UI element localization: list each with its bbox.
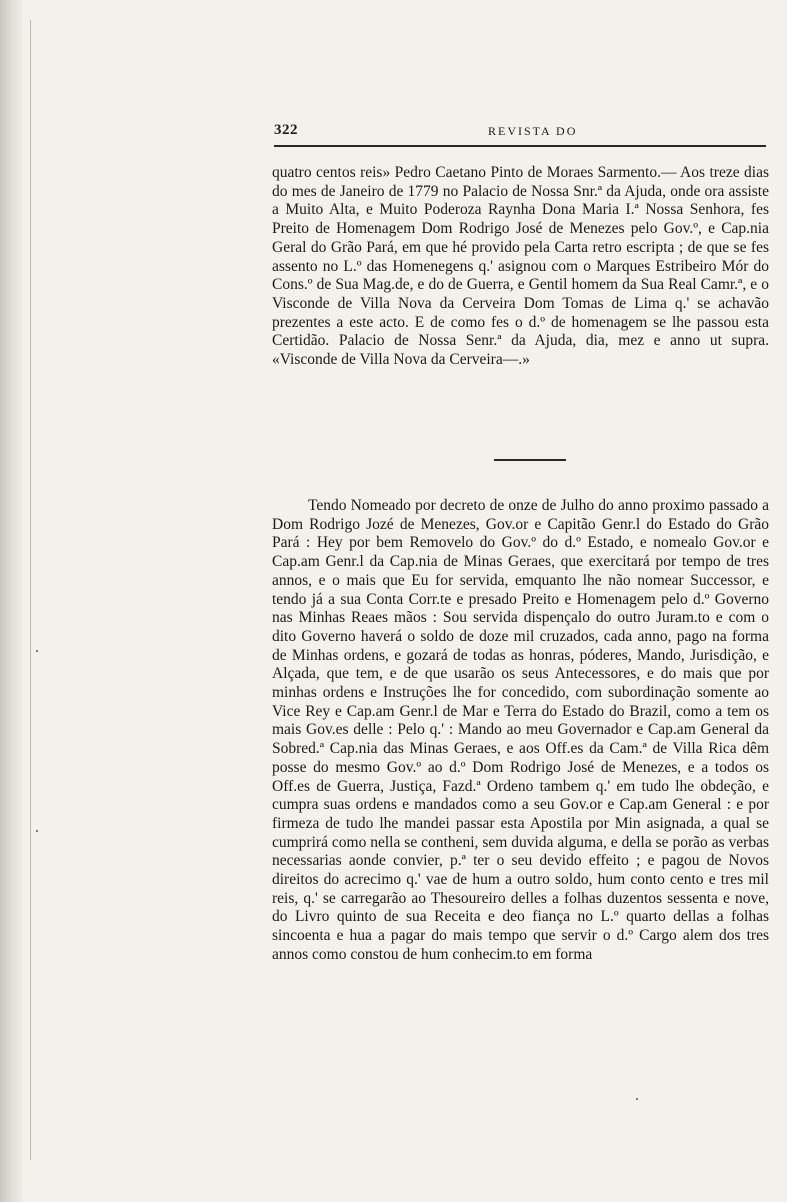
header-rule xyxy=(274,145,766,147)
text-block-decree xyxy=(272,497,769,965)
print-speck xyxy=(36,830,38,832)
print-speck xyxy=(636,1098,638,1100)
paragraph-certificate: quatro centos reis» Pedro Caetano Pinto de Moraes Sarmento.— Aos treze dias do mes de Janeiro de 1779 no Palacio de Nossa Snr.ª da Ajuda, onde ora assiste a Muito Alta, e Muito Poderoza Raynha Dona Maria I.ª Nossa Senhora, fes Preito de Homenagem Dom Rodrigo José de Menezes pelo Gov.º, e Cap.nia Geral do Grão Pará, em que hé provido pela Carta retro escripta ; de que se fes assento no L.º das Homenegens q.' asignou com o Marques Estribeiro Mór do Cons.º de Sua Mag.de, e do de Guerra, e Gentil homem da Sua Real Camr.ª, e o Visconde de Villa Nova da Cerveira Dom Tomas de Lima q.' se achavão prezentes a este acto. E de como fes o d.º de homenagem se lhe passou esta Certidão. Palacio de Nossa Senr.ª da Ajuda, dia, mez e anno ut supra. «Visconde de Villa Nova da Cerveira—.» xyxy=(272,164,769,369)
text-block-certificate xyxy=(272,164,769,370)
running-title: REVISTA DO xyxy=(488,124,578,138)
section-divider xyxy=(494,459,566,461)
page-number: 322 xyxy=(274,122,298,138)
page-header xyxy=(274,122,774,146)
paragraph-decree: Tendo Nomeado por decreto de onze de Julho do anno proximo passado a Dom Rodrigo Jozé de Menezes, Gov.or e Capitão Genr.l do Estado do Grão Pará : Hey por bem Removelo do Gov.º do d.º Estado, e nomealo Gov.or e Cap.am Genr.l da Cap.nia de Minas Geraes, que exercitará por tempo de tres annos, e o mais que Eu for servida, emquanto lhe não nomear Successor, e tendo já a sua Conta Corr.te e presado Preito e Homenagem pelo d.º Governo nas Minhas Reaes mãos : Sou servida dispençalo do outro Juram.to e com o dito Governo haverá o soldo de doze mil cruzados, cada anno, pago na forma de Minhas ordens, e gozará de todas as honras, póderes, Mando, Jurisdição, e Alçada, que tem, e de que usarão os seus Antecessores, e do mais que por minhas ordens e Instruções lhe for concedido, com subordinação somente ao Vice Rey e Cap.am Genr.l de Mar e Terra do Estado do Brazil, como a tem os mais Gov.es delle : Pelo q.' : Mando ao meu Governador e Cap.am General da Sobred.ª Cap.nia das Minas Geraes, e aos Off.es da Cam.ª de Villa Rica dêm posse do mesmo Gov.º ao d.º Dom Rodrigo José de Menezes, e a todos os Off.es de Guerra, Justiça, Fazd.ª Ordeno tambem q.' em tudo lhe obdeção, e cumpra suas ordens e mandados como a seu Gov.or e Cap.am General : e por firmeza de tudo lhe mandei passar esta Apostila por Min asignada, a qual se cumprirá como nella se contheni, sem duvida alguma, e della se porão as verbas necessarias aonde convier, p.ª ter o seu devido effeito ; e pagou de Novos direitos do acrecimo q.' vae de hum a outro soldo, hum conto cento e tres mil reis, q.' se carregarão ao Thesoureiro delles a folhas duzentos sessenta e nove, do Livro quinto de sua Receita e deo fiança no L.º quarto dellas a folhas sincoenta e hua a pagar do mais tempo que servir o d.º Cargo alem dos tres annos como constou de hum conhecim.to em forma xyxy=(272,497,769,963)
print-speck xyxy=(36,650,38,652)
